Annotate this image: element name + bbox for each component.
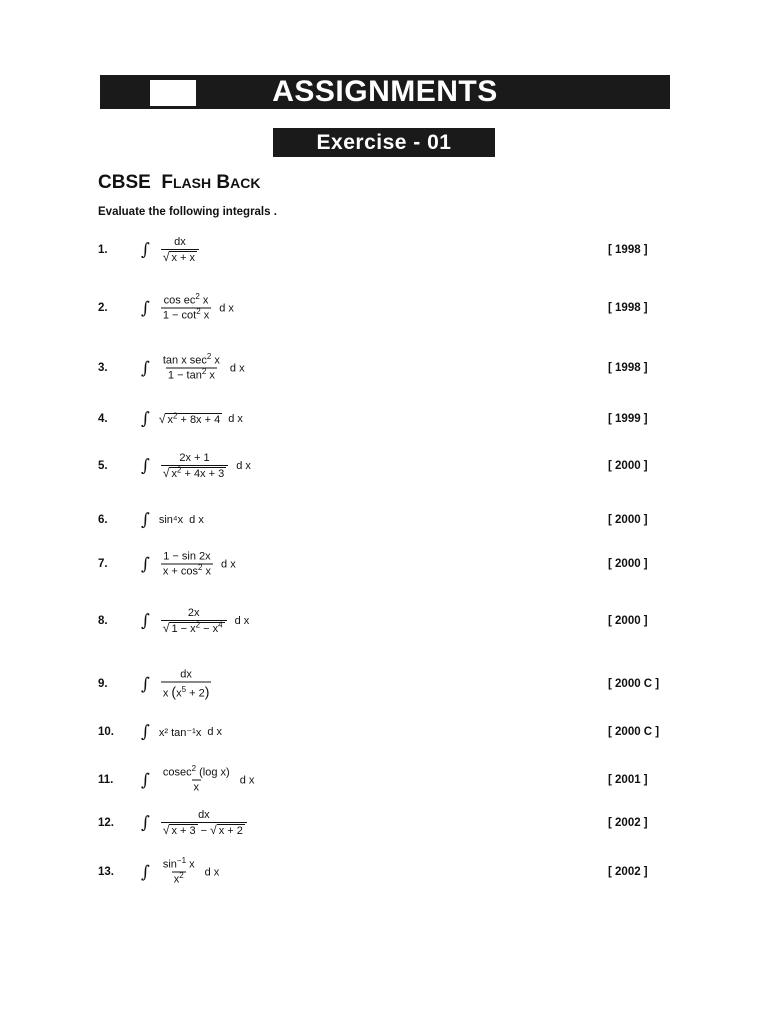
question-year: [ 2000 C ] — [608, 678, 660, 690]
fraction: $\frac{\tan x \sec^2 x}{1 - \tan^2 x}$ — [162, 351, 220, 382]
question-expression: ∫ √ $x^2 + 8x + 4$ d x — [141, 409, 243, 429]
integral-sign: ∫ — [141, 409, 150, 429]
sqrt-symbol: √ — [162, 823, 170, 837]
question-year: [ 2002 ] — [608, 866, 648, 878]
question-expression — [141, 855, 220, 886]
question-row — [0, 508, 768, 532]
question-year: [ 2000 ] — [608, 615, 648, 627]
question-number: 4. — [98, 413, 108, 425]
integral-sign: ∫ — [141, 456, 150, 476]
sqrt-symbol: √ — [162, 466, 170, 480]
question-number: 2. — [98, 302, 108, 314]
question-number: 9. — [98, 678, 108, 690]
question-year: [ 2000 ] — [608, 558, 648, 570]
page-title: ASSIGNMENTS — [272, 75, 498, 108]
sqrt-symbol: √ — [210, 823, 217, 837]
question-year: [ 2000 ] — [608, 460, 648, 472]
question-row — [0, 852, 768, 892]
question-expression: ∫ sin⁴x d x — [141, 510, 204, 530]
dx-term: d x — [228, 413, 243, 425]
dx-term: d x — [234, 615, 250, 627]
fraction: $\frac{\cos ec^2 x}{1 - \cot^2 x}$ — [162, 291, 210, 322]
question-number: 13. — [98, 866, 114, 878]
fraction: dx √ x + 3 − √ x + 2 — [161, 809, 247, 837]
question-row — [0, 232, 768, 268]
question-number: 1. — [98, 244, 108, 256]
question-expression — [141, 551, 236, 578]
question-year: [ 1998 ] — [608, 244, 648, 256]
integral-sign: ∫ — [141, 813, 150, 833]
dx-term: d x — [207, 726, 223, 738]
question-expression — [141, 236, 201, 264]
fraction: $\frac{1 - \sin 2x}{x + \cos^2 x}$ — [162, 550, 212, 578]
question-year: [ 2000 ] — [608, 514, 648, 526]
sqrt-symbol: √ — [162, 250, 170, 264]
dx-term: d x — [239, 774, 255, 786]
question-number: 12. — [98, 817, 114, 829]
question-year: [ 2001 ] — [608, 774, 648, 786]
question-row — [0, 546, 768, 582]
instruction-text: Evaluate the following integrals . — [98, 206, 277, 218]
integral-sign: ∫ — [141, 298, 150, 318]
fraction: 2x + 1 √ $x^2 + 4x + 3$ — [161, 452, 228, 480]
heading-lash: LASH — [172, 175, 212, 191]
question-row — [0, 720, 768, 744]
assignments-banner — [100, 75, 670, 109]
question-row — [0, 406, 768, 432]
question-expression — [141, 351, 245, 382]
fraction: dx √ x + x — [161, 236, 199, 264]
question-expression — [141, 669, 213, 700]
section-heading — [98, 171, 260, 195]
question-number: 11. — [98, 774, 114, 786]
question-number: 5. — [98, 460, 108, 472]
question-expression — [141, 809, 249, 837]
fraction: $\frac{dx}{x (x^5 + 2)}$ — [162, 668, 210, 700]
dx-term: d x — [229, 362, 245, 374]
fraction: $\frac{\sin^{-1} x}{x^2}$ — [162, 855, 195, 886]
question-number: 10. — [98, 726, 114, 738]
heading-f: F — [161, 172, 173, 193]
integral-sign: ∫ — [141, 240, 150, 260]
question-year: [ 2002 ] — [608, 817, 648, 829]
question-year: [ 1998 ] — [608, 362, 648, 374]
question-expression — [141, 763, 255, 794]
fraction: 2x √ $1 - x^2 - x^4$ — [161, 607, 227, 635]
integral-sign: ∫ — [141, 554, 150, 574]
integral-sign: ∫ — [141, 770, 150, 790]
dx-term: d x — [219, 302, 234, 314]
question-row — [0, 350, 768, 386]
exercise-title: Exercise - 01 — [273, 128, 495, 157]
question-expression — [141, 291, 234, 322]
dx-term: d x — [236, 460, 251, 472]
integral-sign: ∫ — [141, 862, 150, 882]
integral-sign: ∫ — [141, 722, 150, 742]
question-expression — [141, 452, 251, 480]
dx-term: d x — [204, 866, 220, 878]
question-row — [0, 762, 768, 798]
sqrt-symbol: √ — [162, 621, 170, 635]
integral-sign: ∫ — [141, 510, 150, 530]
question-number: 7. — [98, 558, 108, 570]
heading-b: B — [216, 172, 231, 193]
question-year: [ 1999 ] — [608, 413, 648, 425]
question-row — [0, 290, 768, 326]
dx-term: d x — [221, 558, 236, 570]
question-expression — [141, 607, 249, 635]
question-number: 3. — [98, 362, 108, 374]
fraction: $\frac{cosec^2 (\log x)}{x}$ — [162, 763, 230, 794]
dx-term: d x — [189, 514, 204, 526]
integral-sign: ∫ — [141, 358, 150, 378]
question-row — [0, 447, 768, 485]
question-number: 6. — [98, 514, 108, 526]
question-year: [ 2000 C ] — [608, 726, 660, 738]
question-number: 8. — [98, 615, 108, 627]
question-row — [0, 664, 768, 704]
integral-sign: ∫ — [141, 674, 150, 694]
integral-sign: ∫ — [141, 611, 150, 631]
question-row — [0, 804, 768, 842]
question-row — [0, 602, 768, 640]
question-year: [ 1998 ] — [608, 302, 648, 314]
question-expression: ∫ x² tan⁻¹x d x — [141, 722, 223, 742]
sqrt-symbol: √ — [158, 411, 166, 426]
heading-cbse: CBSE — [98, 172, 151, 193]
heading-ack: ACK — [230, 175, 261, 191]
